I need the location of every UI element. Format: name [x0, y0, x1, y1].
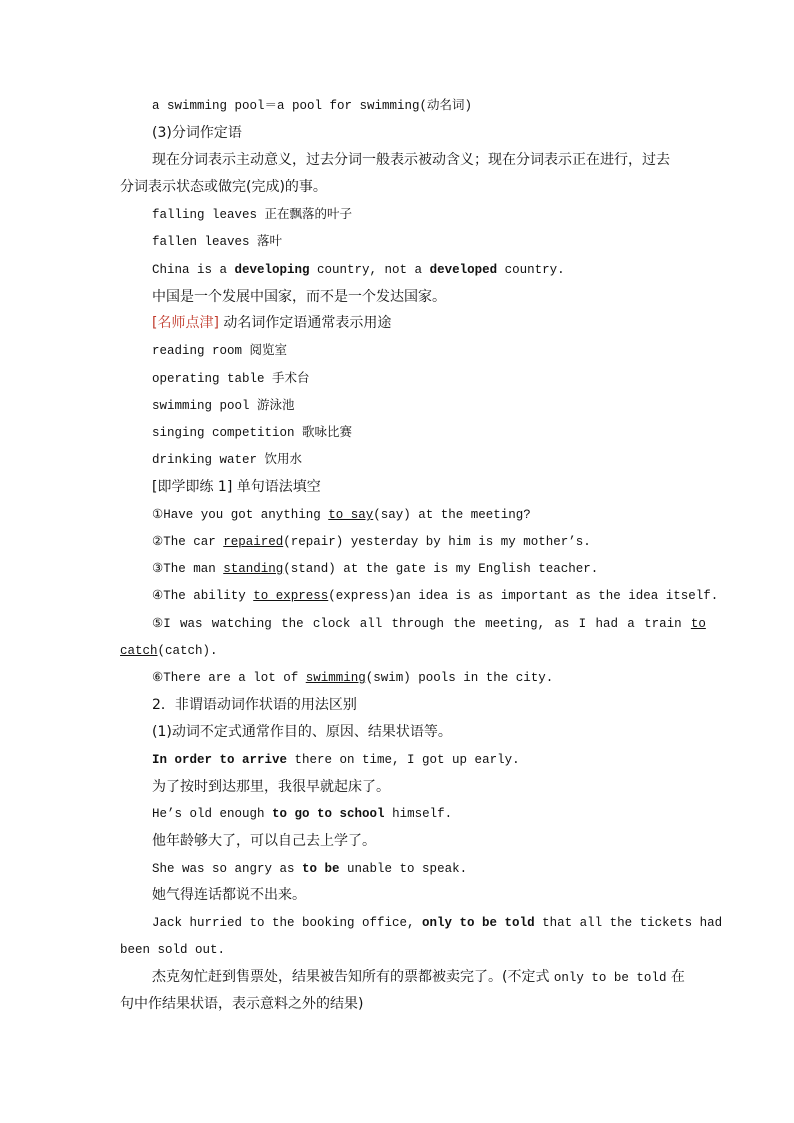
- vocab-item: swimming pool 游泳池: [152, 399, 295, 413]
- bold-term: developing: [234, 263, 310, 277]
- text-span: (say) at the meeting?: [373, 508, 531, 522]
- section-heading: (3)分词作定语: [152, 125, 242, 141]
- exercise-item: [152, 587, 718, 605]
- text-span: country, not a: [309, 263, 430, 277]
- vocab-item: falling leaves 正在飘落的叶子: [152, 208, 353, 222]
- text-span: ①Have you got anything: [152, 508, 329, 522]
- answer-blank: to express: [253, 589, 329, 603]
- vocab-item: singing competition 歌咏比赛: [152, 426, 353, 440]
- exercise-item: [152, 506, 531, 524]
- vocab-item: reading room 阅览室: [152, 344, 288, 358]
- example-sentence: [152, 914, 722, 932]
- word: was: [180, 617, 203, 631]
- paragraph-line: 分词表示状态或做完(完成)的事。: [120, 179, 327, 195]
- example-sentence: [152, 860, 467, 878]
- section-heading: 2．非谓语动词作状语的用法区别: [152, 697, 357, 713]
- text-span: ③The man: [152, 562, 224, 576]
- vocab-item: fallen leaves 落叶: [152, 235, 283, 249]
- text-span: there on time, I got up early.: [287, 753, 520, 767]
- exercise-item: [152, 669, 553, 687]
- bold-term: to go to school: [272, 807, 385, 821]
- text-span: She was so angry as: [152, 862, 303, 876]
- text-span: ④The ability: [152, 589, 254, 603]
- subsection-heading: (1)动词不定式通常作目的、原因、结果状语等。: [152, 724, 452, 740]
- exercise-tag: [即学即练 1]: [152, 479, 233, 495]
- translation-line: 她气得连话都说不出来。: [152, 887, 306, 903]
- text-span: Jack hurried to the booking office,: [152, 916, 423, 930]
- word: train: [644, 617, 682, 631]
- example-sentence: [152, 751, 520, 769]
- vocab-item: operating table 手术台: [152, 372, 310, 386]
- tip-text: 动名词作定语通常表示用途: [218, 315, 392, 331]
- translation-line: 为了按时到达那里，我很早就起床了。: [152, 779, 390, 795]
- example-sentence: [152, 805, 452, 823]
- word: meeting,: [485, 617, 546, 631]
- exercise-item: [152, 533, 591, 551]
- answer-blank: to say: [328, 508, 374, 522]
- text-span: himself.: [384, 807, 453, 821]
- tip-tag: [名师点津]: [152, 315, 219, 331]
- exercise-title: 单句语法填空: [232, 479, 321, 495]
- text-span: 杰克匆忙赶到售票处，结果被告知所有的票都被卖完了。(不定式: [152, 969, 554, 985]
- word: had: [595, 617, 618, 631]
- translation-line: 他年龄够大了，可以自己去上学了。: [152, 833, 376, 849]
- bold-term: In order to arrive: [152, 753, 288, 767]
- translation-line: 中国是一个发展中国家，而不是一个发达国家。: [152, 289, 446, 305]
- bold-term: only to be told: [422, 916, 535, 930]
- word: I: [578, 617, 587, 631]
- answer-blank: standing: [223, 562, 284, 576]
- text-span: unable to speak.: [339, 862, 468, 876]
- text-line: [152, 97, 472, 115]
- text-span: country.: [497, 263, 565, 277]
- example-sentence-continued: been sold out.: [120, 943, 226, 957]
- text-span: (catch).: [157, 644, 218, 658]
- text-span: 在: [666, 969, 685, 985]
- text-span: (stand) at the gate is my English teacher.: [283, 562, 599, 576]
- word: clock: [312, 617, 351, 631]
- answer-blank: catch: [120, 644, 158, 658]
- vocab-item: drinking water 饮用水: [152, 453, 303, 467]
- bold-term: developed: [429, 263, 498, 277]
- word: a: [627, 617, 635, 631]
- example-sentence: a swimming pool＝a pool for swimming(动名词): [152, 99, 473, 113]
- exercise-item: [152, 615, 706, 633]
- example-sentence: [152, 261, 565, 279]
- text-span: ⑥There are a lot of: [152, 671, 306, 685]
- answer-blank: to: [690, 617, 706, 631]
- text-span: China is a: [152, 263, 235, 277]
- text-span: ②The car: [152, 535, 224, 549]
- text-span: (express)an idea is as important as the idea itself.: [328, 589, 719, 603]
- word: the: [453, 617, 476, 631]
- word: watching: [211, 617, 272, 631]
- translation-line-continued: 句中作结果状语，表示意料之外的结果): [120, 996, 364, 1012]
- exercise-item: [152, 560, 598, 578]
- word: all: [359, 617, 383, 631]
- answer-blank: swimming: [305, 671, 366, 685]
- translation-line: [152, 968, 685, 987]
- paragraph-line: 现在分词表示主动意义，过去分词一般表示被动含义；现在分词表示正在进行，过去: [152, 152, 670, 168]
- text-span: that all the tickets had: [534, 916, 723, 930]
- word: the: [281, 617, 304, 631]
- text-span: (swim) pools in the city.: [365, 671, 554, 685]
- tip-heading: [152, 314, 391, 332]
- bold-term: to be: [302, 862, 340, 876]
- answer-blank: repaired: [223, 535, 284, 549]
- exercise-heading: [152, 478, 321, 496]
- text-span: only to be told: [553, 971, 667, 985]
- text-span: (repair) yesterday by him is my mother’s.: [283, 535, 591, 549]
- exercise-item-continued: [120, 642, 218, 660]
- word: through: [391, 617, 444, 631]
- word: ⑤I: [152, 617, 171, 631]
- text-span: He’s old enough: [152, 807, 273, 821]
- word: as: [554, 617, 570, 631]
